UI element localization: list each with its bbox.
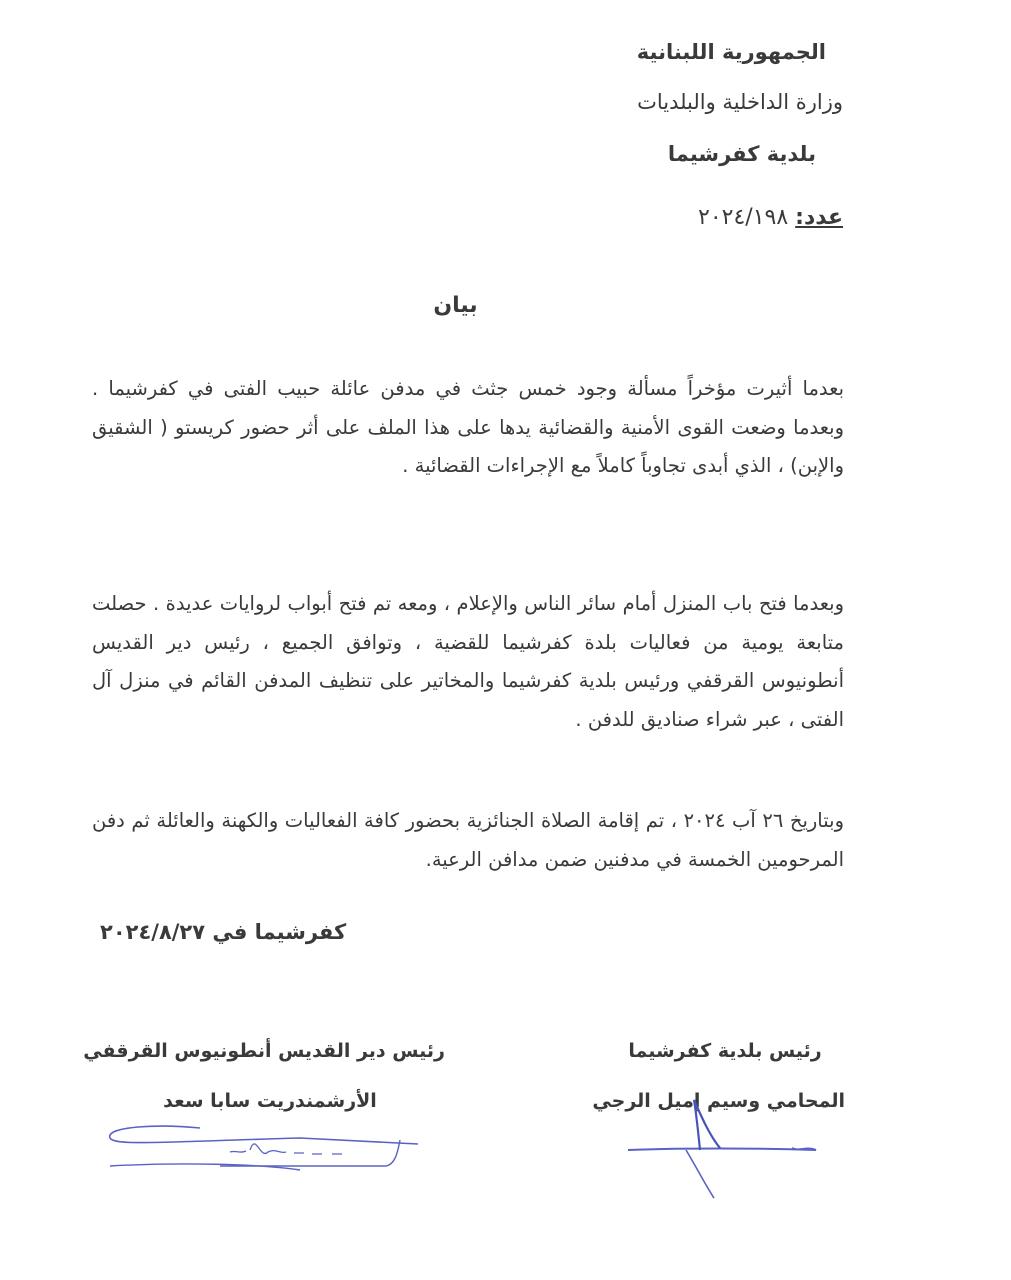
paragraph-2: وبعدما فتح باب المنزل أمام سائر الناس والإعلام ، ومعه تم فتح أبواب لروايات عديدة . حصلت متابعة يومية من فعاليات بلدة كفرشيما للقضية ، وتوافق الجميع ، رئيس دير القديس أنطونيوس القرقفي ورئيس بلدية كفرشيما والمخاتير على تنظيف المدفن القائم في منزل آل الفتى ، عبر شراء صناديق للدفن . xyxy=(92,592,844,731)
signatory-mayor-title: رئيس بلدية كفرشيما xyxy=(628,1040,822,1062)
reference-number-value: ٢٠٢٤/١٩٨ xyxy=(698,205,789,230)
place-date: كفرشيما في ٢٠٢٤/٨/٢٧ xyxy=(100,920,347,944)
paragraph-3: وبتاريخ ٢٦ آب ٢٠٢٤ ، تم إقامة الصلاة الجنائزية بحضور كافة الفعاليات والكهنة والعائلة ثم دفن المرحومين الخمسة في مدفنين ضمن مدافن الرعية. xyxy=(92,809,844,871)
signatory-monastery-title: رئيس دير القديس أنطونيوس القرقفي xyxy=(83,1040,445,1062)
document-title: بيان xyxy=(433,293,478,318)
signatory-monastery-name: الأرشمندريت سابا سعد xyxy=(163,1090,377,1112)
signature-mayor xyxy=(620,1100,830,1200)
header-country: الجمهورية اللبنانية xyxy=(636,40,826,64)
reference-number-label: عدد: xyxy=(795,205,843,230)
reference-number xyxy=(698,205,843,230)
signature-monastery xyxy=(100,1120,440,1180)
header-municipality: بلدية كفرشيما xyxy=(667,142,816,166)
paragraph-1: بعدما أثيرت مؤخراً مسألة وجود خمس جثث في مدفن عائلة حبيب الفتى في كفرشيما . وبعدما وضعت القوى الأمنية والقضائية يدها على هذا الملف على أثر حضور كريستو ( الشقيق والإبن) ، الذي أبدى تجاوباً كاملاً مع الإجراءات القضائية . xyxy=(92,377,844,477)
signatory-mayor-name: المحامي وسيم إميل الرجي xyxy=(592,1090,845,1112)
header-ministry: وزارة الداخلية والبلديات xyxy=(637,90,843,114)
